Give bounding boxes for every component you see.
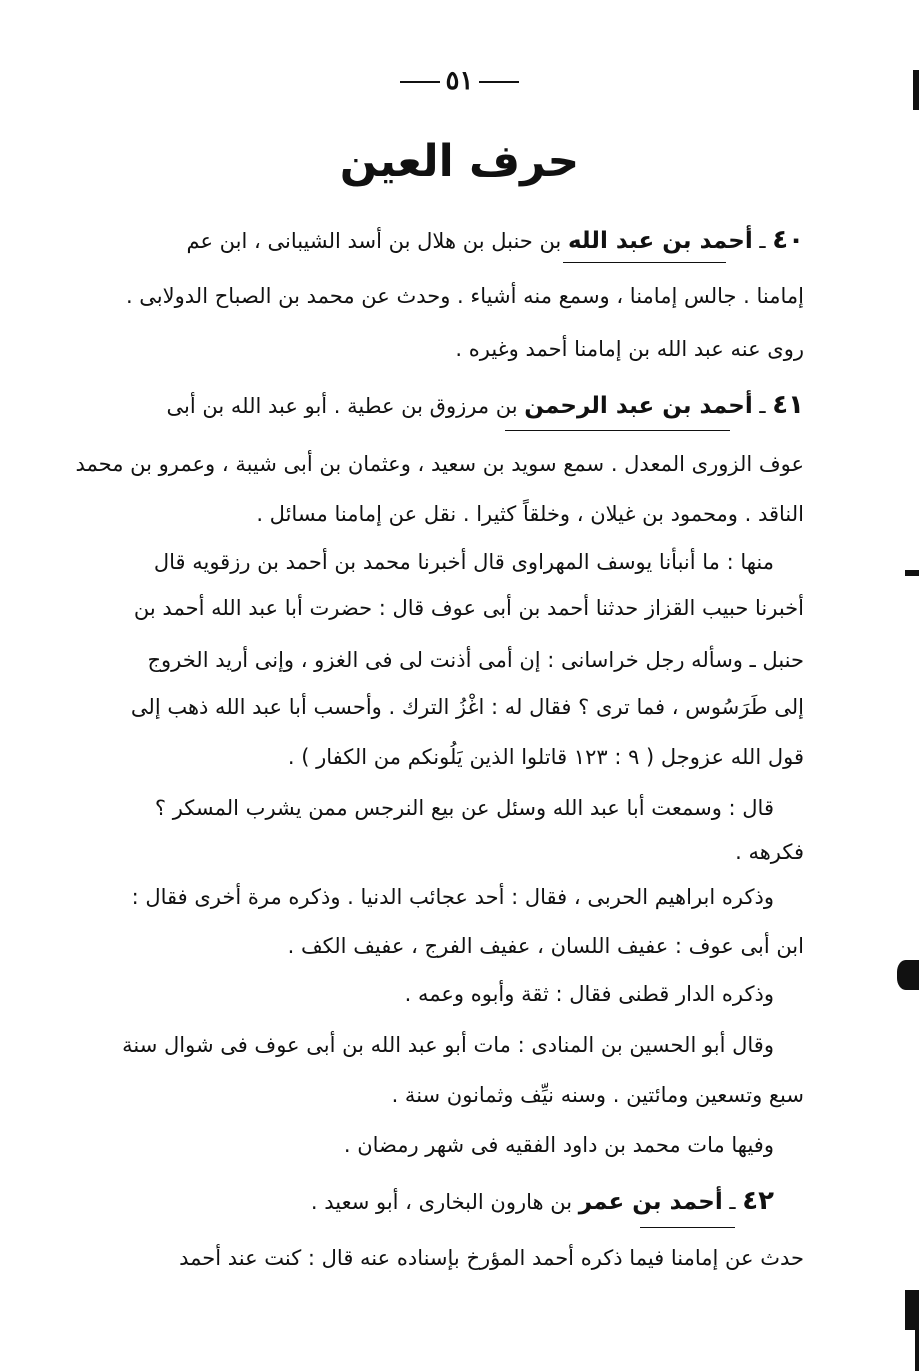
entry-41-line-4: منها : ما أنبأنا يوسف المهراوى قال أخبرنا محمد بن أحمد بن رزقويه قال [153,550,774,574]
entry-40-line-3: روى عنه عبد الله بن إمامنا أحمد وغيره . [455,337,804,361]
entry-41-line-12: ابن أبى عوف : عفيف اللسان ، عفيف الفرج ، عفيف الكف . [287,934,804,958]
entry-42-number: ٤٢ [742,1186,774,1216]
entry-41-line-5: أخبرنا حبيب القزاز حدثنا أحمد بن أبى عوف قال : حضرت أبا عبد الله أحمد بن [133,596,804,620]
entry-40-dash: ـ [752,229,766,253]
entry-42-line-2: حدث عن إمامنا فيما ذكره أحمد المؤرخ بإسناده عنه قال : كنت عند أحمد [179,1246,804,1270]
entry-41-line-13: وذكره الدار قطنى فقال : ثقة وأبوه وعمه . [404,982,774,1006]
scan-edge-mark [905,570,919,576]
scan-edge-mark [915,1330,919,1371]
entry-41-line-7: إلى طَرَسُوس ، فما ترى ؟ فقال له : اغْزُ الترك . وأحسب أبا عبد الله ذهب إلى [130,695,804,719]
entry-40-line-1-rest: بن حنبل بن هلال بن أسد الشيبانى ، ابن عم [186,229,562,253]
entry-41-line-16: وفيها مات محمد بن داود الفقيه فى شهر رمضان . [343,1133,774,1157]
entry-41-name: أحمد بن عبد الرحمن [524,393,753,419]
entry-42-dash: ـ [722,1190,736,1214]
entry-40-name-underline [563,262,726,263]
section-heading: حرف العين [339,136,580,187]
page-number-dash-right [479,81,519,83]
page-number-dash-left [400,81,440,83]
entry-41-line-3: الناقد . ومحمود بن غيلان ، وخلقاً كثيرا . نقل عن إمامنا مسائل . [256,502,804,526]
entry-42-line-1 [311,1186,774,1216]
entry-41-line-8: قول الله عزوجل ( ٩ : ١٢٣ قاتلوا الذين يَلُونكم من الكفار ) . [287,745,804,769]
entry-41-line-6: حنبل ـ وسأله رجل خراسانى : إن أمى أذنت لى فى الغزو ، وإنى أريد الخروج [147,648,804,672]
entry-41-dash: ـ [752,394,766,418]
entry-42-name: أحمد بن عمر [578,1189,723,1215]
entry-41-line-9: قال : وسمعت أبا عبد الله وسئل عن بيع النرجس ممن يشرب المسكر ؟ [154,796,774,820]
scan-edge-mark [905,1290,919,1330]
scan-edge-mark [897,960,919,990]
entry-41-line-15: سبع وتسعين ومائتين . وسنه نيِّف وثمانون سنة . [391,1083,804,1107]
entry-40-name: أحمد بن عبد الله [567,228,753,254]
entry-40-number: ٤٠ [772,225,804,255]
entry-40-line-1 [187,225,805,255]
page-number-text: ٥١ [445,66,474,96]
entry-41-line-2: عوف الزورى المعدل . سمع سويد بن سعيد ، وعثمان بن أبى شيبة ، وعمرو بن محمد [75,452,804,476]
entry-40-line-2: إمامنا . جالس إمامنا ، وسمع منه أشياء . وحدث عن محمد بن الصباح الدولابى . [125,284,804,308]
entry-41-name-underline [505,430,730,431]
entry-41-line-1-rest: بن مرزوق بن عطية . أبو عبد الله بن أبى [166,394,518,418]
scan-edge-mark [913,70,919,110]
entry-41-line-11: وذكره ابراهيم الحربى ، فقال : أحد عجائب الدنيا . وذكره مرة أخرى فقال : [131,885,774,909]
entry-42-name-underline [640,1227,735,1228]
entry-41-number: ٤١ [772,390,804,420]
entry-41-line-10: فكرهه . [735,840,804,864]
page-number [0,66,919,96]
entry-41-line-14: وقال أبو الحسين بن المنادى : مات أبو عبد الله بن أبى عوف فى شوال سنة [122,1033,774,1057]
entry-42-line-1-rest: بن هارون البخارى ، أبو سعيد . [310,1190,573,1214]
entry-41-line-1 [167,390,804,420]
